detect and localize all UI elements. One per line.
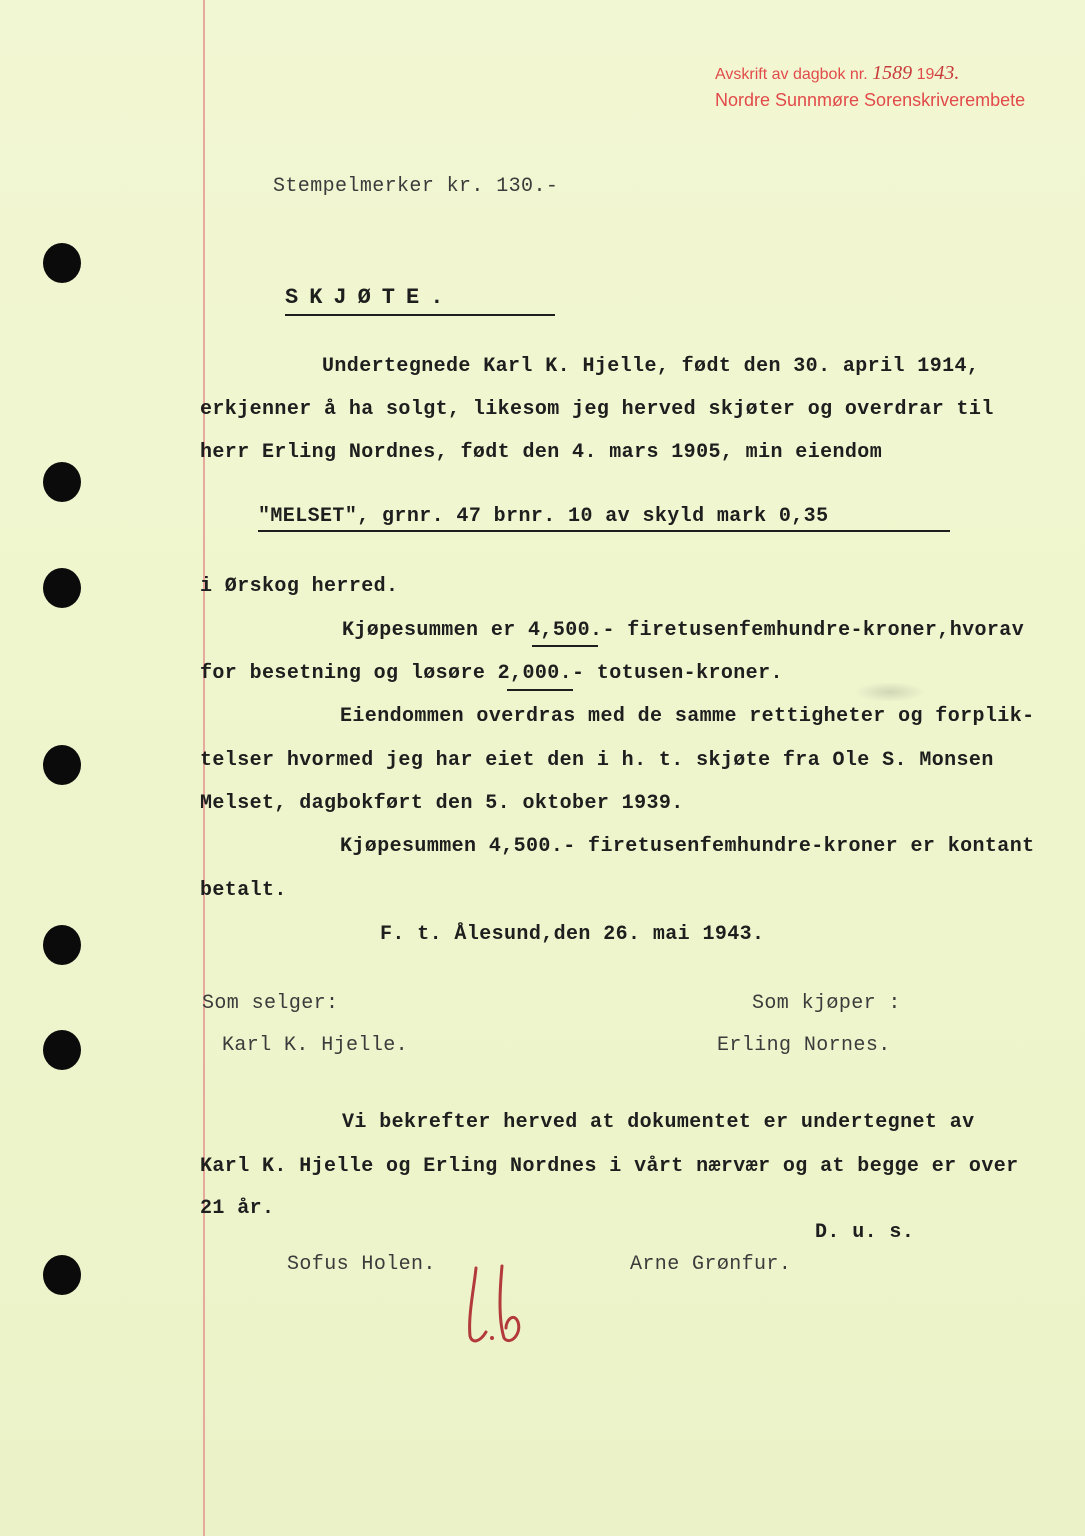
title-underline (285, 314, 555, 316)
year-suffix: 43. (934, 62, 960, 84)
place-date-line: F. t. Ålesund,den 26. mai 1943. (380, 923, 765, 946)
body-line: i Ørskog herred. (200, 575, 399, 598)
buyer-label: Som kjøper : (752, 992, 901, 1015)
body-line: for besetning og løsøre 2,000.- totusen-kroner. (200, 662, 783, 685)
closing-mark: D. u. s. (815, 1221, 915, 1244)
body-line: Kjøpesummen er 4,500.- firetusenfemhundre-kroner,hvorav (342, 619, 1025, 642)
body-line: Kjøpesummen 4,500.- firetusenfemhundre-kroner er kontant (340, 835, 1035, 858)
witness-line: Vi bekrefter herved at dokumentet er undertegnet av (342, 1111, 975, 1134)
punch-hole (43, 568, 81, 608)
ink-smudge (855, 682, 925, 702)
property-underline (258, 530, 950, 532)
body-line: Undertegnede Karl K. Hjelle, født den 30. april 1914, (322, 355, 980, 378)
witness-name: Sofus Holen. (287, 1253, 436, 1276)
journal-reference (715, 62, 959, 85)
punch-hole (43, 1255, 81, 1295)
witness-line: 21 år. (200, 1197, 275, 1220)
punch-hole (43, 462, 81, 502)
seller-name: Karl K. Hjelle. (222, 1034, 409, 1057)
amount-underline (532, 645, 598, 647)
body-line: erkjenner å ha solgt, likesom jeg herved skjøter og overdrar til (200, 398, 994, 421)
witness-name: Arne Grønfur. (630, 1253, 792, 1276)
journal-label: Avskrift av dagbok nr. (715, 66, 868, 83)
office-name: Nordre Sunnmøre Sorenskriverembete (715, 90, 1026, 110)
body-line: Eiendommen overdras med de samme rettigheter og forplik- (340, 705, 1035, 728)
body-line: herr Erling Nordnes, født den 4. mars 1905, min eiendom (200, 441, 883, 464)
body-line: betalt. (200, 879, 287, 902)
stamp-duty: Stempelmerker kr. 130.- (273, 175, 559, 198)
body-line: telser hvormed jeg har eiet den i h. t. skjøte fra Ole S. Monsen (200, 749, 994, 772)
punch-hole (43, 1030, 81, 1070)
document-title: SKJØTE. (285, 285, 455, 310)
seller-label: Som selger: (202, 992, 339, 1015)
punch-hole (43, 243, 81, 283)
punch-hole (43, 745, 81, 785)
year-prefix: 19 (916, 66, 935, 83)
punch-hole (43, 925, 81, 965)
property-line: "MELSET", grnr. 47 brnr. 10 av skyld mark 0,35 (258, 505, 829, 528)
amount-underline (507, 689, 573, 691)
handwritten-initials (462, 1258, 542, 1353)
witness-line: Karl K. Hjelle og Erling Nordnes i vårt nærvær og at begge er over (200, 1155, 1019, 1178)
journal-number: 1589 (872, 62, 913, 84)
buyer-name: Erling Nornes. (717, 1034, 891, 1057)
body-line: Melset, dagbokført den 5. oktober 1939. (200, 792, 684, 815)
